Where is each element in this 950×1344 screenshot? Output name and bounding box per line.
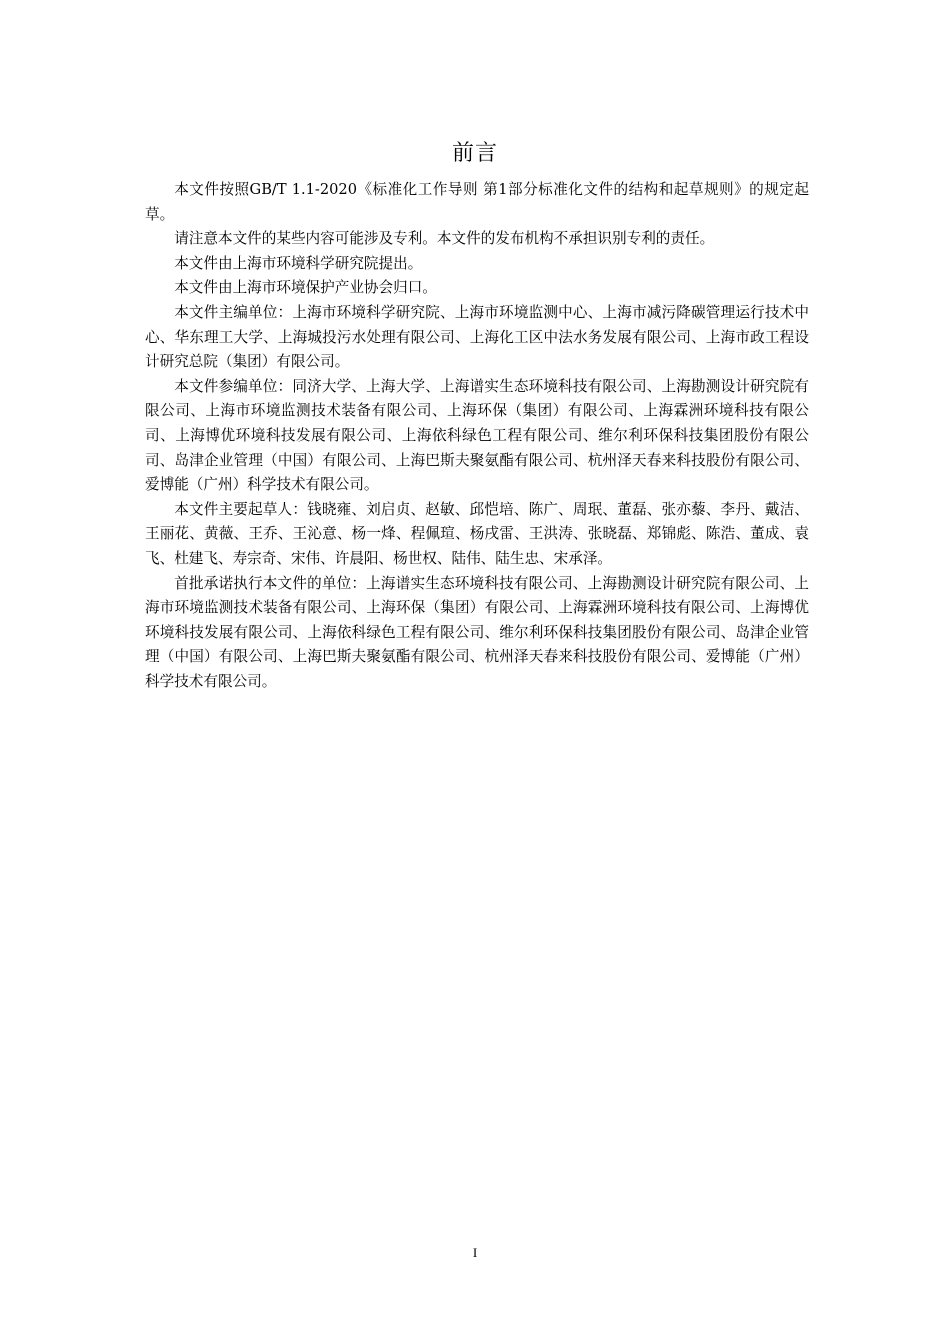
page-number: I (472, 1245, 478, 1260)
paragraph-proposer: 本文件由上海市环境科学研究院提出。 (174, 254, 423, 272)
paragraph-patent-notice: 请注意本文件的某些内容可能涉及专利。本文件的发布机构不承担识别专利的责任。 (174, 230, 715, 248)
paragraph-administrator: 本文件由上海市环境保护产业协会归口。 (174, 279, 437, 297)
paragraph-main-drafters: 本文件主要起草人：钱晓雍、刘启贞、赵敏、邱恺培、陈广、周珉、董磊、张亦藜、李丹、戴洁、王丽花、黄薇、王乔、王沁意、杨一烽、程佩瑄、杨戌雷、王洪涛、张晓磊、郑锦彪、陈浩、董成、袁飞、杜建飞、寿宗奇、宋伟、许晨阳、杨世权、陆伟、陆生忠、宋承泽。 (145, 500, 809, 567)
foreword-body (145, 178, 809, 694)
paragraph-first-adopters: 首批承诺执行本文件的单位：上海谱实生态环境科技有限公司、上海勘测设计研究院有限公司、上海市环境监测技术装备有限公司、上海环保（集团）有限公司、上海霖洲环境科技有限公司、上海博优环境科技发展有限公司、上海依科绿色工程有限公司、维尔利环保科技集团股份有限公司、岛津企业管理（中国）有限公司、上海巴斯夫聚氨酯有限公司、杭州泽天春来科技股份有限公司、爱博能（广州）科学技术有限公司。 (145, 574, 809, 690)
paragraph-chief-editors: 本文件主编单位：上海市环境科学研究院、上海市环境监测中心、上海市减污降碳管理运行技术中心、华东理工大学、上海城投污水处理有限公司、上海化工区中法水务发展有限公司、上海市政工程设计研究总院（集团）有限公司。 (145, 303, 809, 371)
paragraph-participating-units: 本文件参编单位：同济大学、上海大学、上海谱实生态环境科技有限公司、上海勘测设计研究院有限公司、上海市环境监测技术装备有限公司、上海环保（集团）有限公司、上海霖洲环境科技有限公司、上海博优环境科技发展有限公司、上海依科绿色工程有限公司、维尔利环保科技集团股份有限公司、岛津企业管理（中国）有限公司、上海巴斯夫聚氨酯有限公司、杭州泽天春来科技股份有限公司、爱博能（广州）科学技术有限公司。 (145, 377, 809, 494)
page-title: 前言 (451, 141, 498, 166)
paragraph-drafting-rules: 本文件按照GB/T 1.1-2020《标准化工作导则 第1部分标准化文件的结构和起草规则》的规定起草。 (145, 181, 809, 223)
